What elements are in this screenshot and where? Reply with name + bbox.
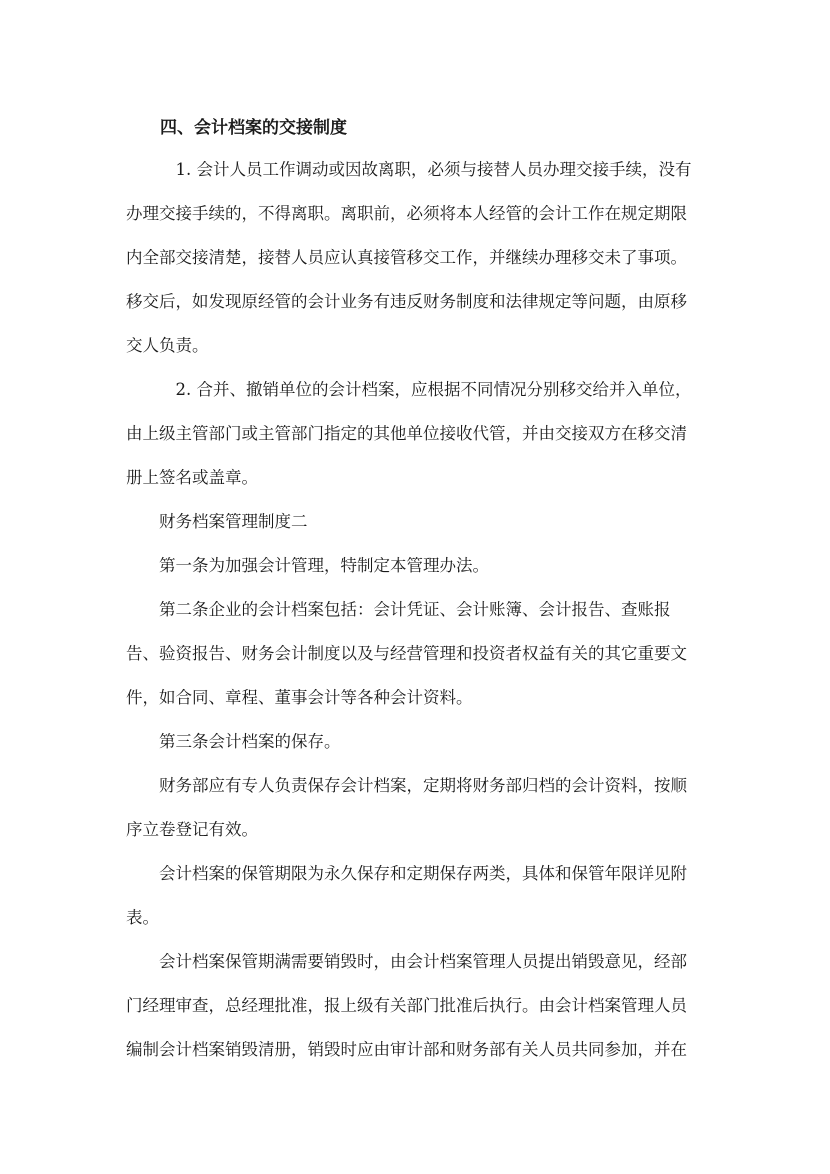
text-line: 财务档案管理制度二 [159,512,308,531]
text-line: 表。 [126,908,159,927]
text-line: 会计档案的保管期限为永久保存和定期保存两类，具体和保管年限详见附 [159,864,687,883]
section-heading: 四、会计档案的交接制度 [160,118,347,138]
paragraph [126,500,706,544]
paragraph [126,368,706,500]
paragraph-list [126,148,706,1072]
text-line: 册上签名或盖章。 [126,468,258,487]
text-line: 2. 合并、撤销单位的会计档案，应根据不同情况分别移交给并入单位， [175,380,692,399]
text-line: 移交后，如发现原经管的会计业务有违反财务制度和法律规定等问题，由原移 [126,292,687,311]
text-line: 序立卷登记有效。 [126,820,258,839]
text-line: 会计档案保管期满需要销毁时，由会计档案管理人员提出销毁意见，经部 [159,952,687,971]
text-line: 第一条为加强会计管理，特制定本管理办法。 [159,556,489,575]
paragraph [126,940,706,1072]
text-line: 第三条会计档案的保存。 [159,732,341,751]
text-line: 编制会计档案销毁清册，销毁时应由审计部和财务部有关人员共同参加，并在 [126,1040,687,1059]
paragraph [126,764,706,852]
text-line: 办理交接手续的，不得离职。离职前，必须将本人经管的会计工作在规定期限 [126,204,687,223]
text-line: 第二条企业的会计档案包括：会计凭证、会计账簿、会计报告、查账报 [159,600,671,619]
paragraph [126,720,706,764]
paragraph [126,544,706,588]
text-line: 由上级主管部门或主管部门指定的其他单位接收代管，并由交接双方在移交清 [126,424,687,443]
text-line: 告、验资报告、财务会计制度以及与经营管理和投资者权益有关的其它重要文 [126,644,687,663]
text-line: 交人负责。 [126,336,209,355]
document-body [126,108,706,1072]
paragraph [126,148,706,368]
text-line: 内全部交接清楚，接替人员应认真接管移交工作，并继续办理移交未了事项。 [126,248,687,267]
text-line: 门经理审查，总经理批准，报上级有关部门批准后执行。由会计档案管理人员 [126,996,687,1015]
text-line: 财务部应有专人负责保存会计档案，定期将财务部归档的会计资料，按顺 [159,776,687,795]
paragraph [126,588,706,720]
text-line: 1. 会计人员工作调动或因故离职，必须与接替人员办理交接手续，没有 [175,160,692,179]
text-line: 件，如合同、章程、董事会计等各种会计资料。 [126,688,473,707]
paragraph [126,852,706,940]
